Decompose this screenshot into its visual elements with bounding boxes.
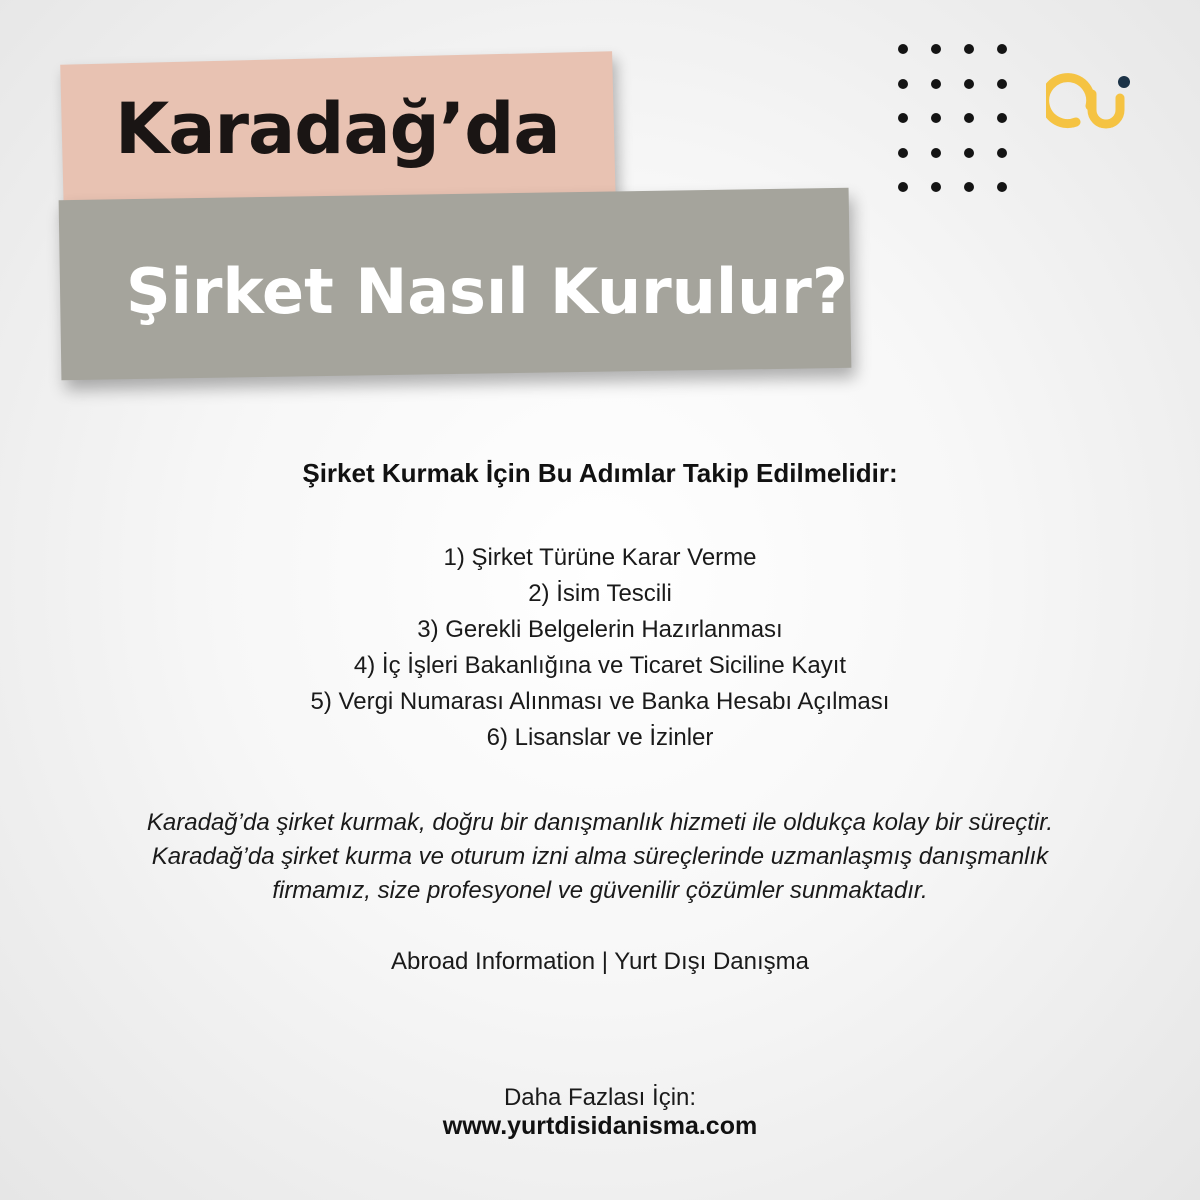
- dot: [964, 113, 974, 123]
- page-title-line-2: Şirket Nasıl Kurulur?: [126, 255, 848, 328]
- dot: [964, 44, 974, 54]
- list-item: 6) Lisanslar ve İzinler: [486, 724, 714, 751]
- dot: [898, 44, 908, 54]
- dot: [964, 148, 974, 158]
- paragraph-line: firmamız, size profesyonel ve güvenilir çözümler sunmaktadır.: [272, 877, 928, 904]
- dot: [997, 44, 1007, 54]
- paragraph-line: Karadağ’da şirket kurmak, doğru bir danışmanlık hizmeti ile oldukça kolay bir süreçtir.: [146, 809, 1054, 836]
- dot: [964, 79, 974, 89]
- dot: [898, 113, 908, 123]
- website-link[interactable]: www.yurtdisidanisma.com: [442, 1112, 758, 1140]
- page-title-line-1: Karadağ’da: [115, 88, 560, 170]
- dot: [931, 113, 941, 123]
- list-item: 5) Vergi Numarası Alınması ve Banka Hesabı Açılması: [310, 688, 890, 715]
- list-item: 2) İsim Tescili: [528, 580, 672, 607]
- dot: [931, 148, 941, 158]
- dot: [964, 182, 974, 192]
- more-info-label: Daha Fazlası İçin:: [503, 1084, 697, 1111]
- dot: [997, 113, 1007, 123]
- decorative-dot-grid: [898, 44, 1008, 194]
- dot: [997, 182, 1007, 192]
- dot: [997, 79, 1007, 89]
- dot: [898, 79, 908, 89]
- dot: [898, 148, 908, 158]
- dot: [931, 79, 941, 89]
- paragraph-line: Karadağ’da şirket kurma ve oturum izni alma süreçlerinde uzmanlaşmış danışmanlık: [151, 843, 1049, 870]
- list-item: 3) Gerekli Belgelerin Hazırlanması: [417, 616, 783, 643]
- list-item: 1) Şirket Türüne Karar Verme: [443, 544, 757, 571]
- ai-logo-icon: [1046, 70, 1136, 130]
- dot: [898, 182, 908, 192]
- brand-line: Abroad Information | Yurt Dışı Danışma: [391, 948, 809, 975]
- steps-heading: Şirket Kurmak İçin Bu Adımlar Takip Edilmelidir:: [302, 458, 898, 488]
- steps-list: [0, 540, 1200, 756]
- dot: [931, 182, 941, 192]
- list-item: 4) İç İşleri Bakanlığına ve Ticaret Siciline Kayıt: [353, 652, 847, 679]
- dot: [931, 44, 941, 54]
- dot: [997, 148, 1007, 158]
- description-paragraph: [0, 806, 1200, 908]
